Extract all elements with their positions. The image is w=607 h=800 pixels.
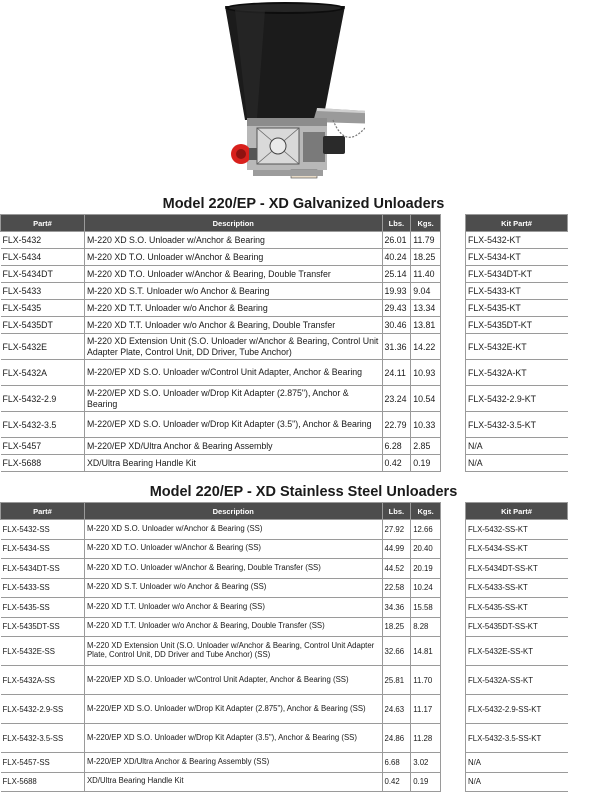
kit-part-cell: FLX-5432-3.5-SS-KT (466, 724, 568, 753)
lbs-cell: 31.36 (382, 334, 411, 360)
kit-row (466, 724, 568, 753)
kgs-cell: 10.33 (411, 412, 441, 438)
kgs-cell: 18.25 (411, 249, 441, 266)
part-cell: FLX-5688 (1, 455, 85, 472)
description-header: Description (84, 215, 382, 232)
galvanized-kit-header-row (466, 215, 568, 232)
kit-part-cell: FLX-5434-KT (466, 249, 568, 266)
kit-part-cell: N/A (466, 772, 568, 792)
kgs-cell: 15.58 (411, 598, 441, 618)
description-cell: M-220 XD T.T. Unloader w/o Anchor & Bearing (SS) (84, 598, 382, 618)
kit-row (466, 617, 568, 637)
description-cell: XD/Ultra Bearing Handle Kit (84, 455, 382, 472)
lbs-cell: 27.92 (382, 520, 411, 540)
table-row (1, 317, 441, 334)
kgs-cell: 10.93 (411, 360, 441, 386)
table-row (1, 438, 441, 455)
table-row (1, 637, 441, 666)
kit-part-cell: FLX-5433-SS-KT (466, 578, 568, 598)
kit-part-cell: FLX-5432E-KT (466, 334, 568, 360)
description-cell: M-220/EP XD/Ultra Anchor & Bearing Assembly (SS) (84, 753, 382, 773)
description-cell: M-220 XD S.T. Unloader w/o Anchor & Bearing (SS) (84, 578, 382, 598)
kit-row (466, 412, 568, 438)
lbs-cell: 25.81 (382, 666, 411, 695)
kit-row (466, 386, 568, 412)
part-cell: FLX-5432-SS (1, 520, 85, 540)
description-cell: M-220 XD T.O. Unloader w/Anchor & Bearing, Double Transfer (84, 266, 382, 283)
kgs-cell: 11.40 (411, 266, 441, 283)
description-cell: M-220 XD S.T. Unloader w/o Anchor & Bearing (84, 283, 382, 300)
kit-part-header: Kit Part# (466, 215, 568, 232)
table-row (1, 753, 441, 773)
part-cell: FLX-5432A-SS (1, 666, 85, 695)
kgs-cell: 2.85 (411, 438, 441, 455)
stainless-kit-header-row (466, 503, 568, 520)
kit-row (466, 249, 568, 266)
part-cell: FLX-5457-SS (1, 753, 85, 773)
description-cell: M-220 XD T.O. Unloader w/Anchor & Bearing (SS) (84, 539, 382, 559)
kit-row (466, 520, 568, 540)
lbs-cell: 30.46 (382, 317, 411, 334)
galvanized-kit-table (465, 214, 568, 472)
description-cell: M-220/EP XD S.O. Unloader w/Control Unit Adapter, Anchor & Bearing (84, 360, 382, 386)
description-cell: M-220/EP XD S.O. Unloader w/Drop Kit Adapter (2.875"), Anchor & Bearing (84, 386, 382, 412)
kgs-cell: 12.66 (411, 520, 441, 540)
part-cell: FLX-5434 (1, 249, 85, 266)
table-row (1, 772, 441, 792)
kgs-cell: 0.19 (411, 455, 441, 472)
table-row (1, 334, 441, 360)
part-cell: FLX-5688 (1, 772, 85, 792)
part-cell: FLX-5432-3.5 (1, 412, 85, 438)
description-cell: M-220 XD Extension Unit (S.O. Unloader w/Anchor & Bearing, Control Unit Adapter Plate, Control Unit, DD Driver and Tube Anchor) (SS) (84, 637, 382, 666)
lbs-cell: 22.79 (382, 412, 411, 438)
kit-part-cell: FLX-5434DT-KT (466, 266, 568, 283)
kit-part-cell: FLX-5432-2.9-SS-KT (466, 695, 568, 724)
part-header: Part# (1, 215, 85, 232)
kgs-cell: 11.79 (411, 232, 441, 249)
lbs-cell: 29.43 (382, 300, 411, 317)
kit-part-cell: FLX-5435-SS-KT (466, 598, 568, 618)
lbs-cell: 44.99 (382, 539, 411, 559)
description-cell: M-220 XD Extension Unit (S.O. Unloader w/Anchor & Bearing, Control Unit Adapter Plate, Control Unit, DD Driver, Tube Anchor) (84, 334, 382, 360)
stainless-section-title: Model 220/EP - XD Stainless Steel Unloaders (149, 484, 458, 500)
part-cell: FLX-5432E-SS (1, 637, 85, 666)
kit-row (466, 317, 568, 334)
kgs-cell: 13.34 (411, 300, 441, 317)
table-row (1, 232, 441, 249)
kit-part-cell: FLX-5433-KT (466, 283, 568, 300)
kit-part-cell: FLX-5432A-SS-KT (466, 666, 568, 695)
kit-row (466, 300, 568, 317)
part-cell: FLX-5434-SS (1, 539, 85, 559)
kit-row (466, 637, 568, 666)
kgs-cell: 14.81 (411, 637, 441, 666)
kit-part-cell: N/A (466, 438, 568, 455)
kit-row (466, 334, 568, 360)
lbs-cell: 25.14 (382, 266, 411, 283)
kgs-cell: 20.19 (411, 559, 441, 579)
kgs-cell: 3.02 (411, 753, 441, 773)
kit-part-cell: N/A (466, 753, 568, 773)
part-cell: FLX-5432-2.9 (1, 386, 85, 412)
table-row (1, 283, 441, 300)
kit-row (466, 360, 568, 386)
table-row (1, 300, 441, 317)
part-cell: FLX-5457 (1, 438, 85, 455)
kgs-cell: 0.19 (411, 772, 441, 792)
description-cell: M-220/EP XD S.O. Unloader w/Drop Kit Adapter (3.5"), Anchor & Bearing (SS) (84, 724, 382, 753)
part-cell: FLX-5433 (1, 283, 85, 300)
lbs-cell: 34.36 (382, 598, 411, 618)
galvanized-section-title: Model 220/EP - XD Galvanized Unloaders (162, 196, 445, 212)
kit-part-cell: FLX-5432A-KT (466, 360, 568, 386)
table-row (1, 724, 441, 753)
lbs-header: Lbs. (382, 503, 411, 520)
table-row (1, 249, 441, 266)
table-row (1, 617, 441, 637)
part-cell: FLX-5434DT-SS (1, 559, 85, 579)
description-cell: M-220 XD T.O. Unloader w/Anchor & Bearing (84, 249, 382, 266)
description-cell: M-220 XD T.O. Unloader w/Anchor & Bearing, Double Transfer (SS) (84, 559, 382, 579)
kit-row (466, 455, 568, 472)
table-row (1, 412, 441, 438)
lbs-cell: 24.86 (382, 724, 411, 753)
table-row (1, 695, 441, 724)
part-cell: FLX-5432 (1, 232, 85, 249)
kit-row (466, 266, 568, 283)
table-row (1, 539, 441, 559)
kit-row (466, 539, 568, 559)
stainless-table (0, 502, 441, 792)
part-cell: FLX-5435-SS (1, 598, 85, 618)
description-cell: M-220 XD T.T. Unloader w/o Anchor & Bearing, Double Transfer (SS) (84, 617, 382, 637)
part-cell: FLX-5432-3.5-SS (1, 724, 85, 753)
description-cell: M-220/EP XD/Ultra Anchor & Bearing Assembly (84, 438, 382, 455)
kit-part-cell: FLX-5432-2.9-KT (466, 386, 568, 412)
lbs-cell: 22.58 (382, 578, 411, 598)
kgs-cell: 10.24 (411, 578, 441, 598)
kgs-cell: 20.40 (411, 539, 441, 559)
part-cell: FLX-5432-2.9-SS (1, 695, 85, 724)
part-cell: FLX-5435 (1, 300, 85, 317)
kgs-cell: 11.17 (411, 695, 441, 724)
description-cell: M-220 XD T.T. Unloader w/o Anchor & Bearing, Double Transfer (84, 317, 382, 334)
kit-part-header: Kit Part# (466, 503, 568, 520)
lbs-cell: 24.11 (382, 360, 411, 386)
description-header: Description (84, 503, 382, 520)
table-row (1, 559, 441, 579)
kit-row (466, 598, 568, 618)
kgs-cell: 11.28 (411, 724, 441, 753)
kit-part-cell: N/A (466, 455, 568, 472)
kit-part-cell: FLX-5434DT-SS-KT (466, 559, 568, 579)
kit-row (466, 283, 568, 300)
part-cell: FLX-5433-SS (1, 578, 85, 598)
kgs-cell: 11.70 (411, 666, 441, 695)
table-row (1, 266, 441, 283)
lbs-cell: 19.93 (382, 283, 411, 300)
kit-row (466, 232, 568, 249)
part-cell: FLX-5435DT (1, 317, 85, 334)
table-row (1, 386, 441, 412)
table-row (1, 666, 441, 695)
lbs-cell: 0.42 (382, 455, 411, 472)
description-cell: XD/Ultra Bearing Handle Kit (84, 772, 382, 792)
table-row (1, 578, 441, 598)
table-row (1, 360, 441, 386)
kit-part-cell: FLX-5432-KT (466, 232, 568, 249)
lbs-header: Lbs. (382, 215, 411, 232)
kit-row (466, 695, 568, 724)
kgs-header: Kgs. (411, 503, 441, 520)
stainless-kit-table (465, 502, 568, 792)
galvanized-header-row (1, 215, 441, 232)
lbs-cell: 32.66 (382, 637, 411, 666)
kit-row (466, 666, 568, 695)
kit-part-cell: FLX-5432-SS-KT (466, 520, 568, 540)
kgs-cell: 10.54 (411, 386, 441, 412)
lbs-cell: 24.63 (382, 695, 411, 724)
part-cell: FLX-5434DT (1, 266, 85, 283)
stainless-header-row (1, 503, 441, 520)
kgs-cell: 9.04 (411, 283, 441, 300)
lbs-cell: 44.52 (382, 559, 411, 579)
galvanized-table (0, 214, 441, 472)
kit-part-cell: FLX-5435DT-KT (466, 317, 568, 334)
kit-part-cell: FLX-5435-KT (466, 300, 568, 317)
description-cell: M-220 XD S.O. Unloader w/Anchor & Bearing (SS) (84, 520, 382, 540)
description-cell: M-220/EP XD S.O. Unloader w/Drop Kit Adapter (3.5"), Anchor & Bearing (84, 412, 382, 438)
kit-row (466, 438, 568, 455)
kit-row (466, 559, 568, 579)
description-cell: M-220/EP XD S.O. Unloader w/Drop Kit Adapter (2.875"), Anchor & Bearing (SS) (84, 695, 382, 724)
kgs-cell: 13.81 (411, 317, 441, 334)
lbs-cell: 6.28 (382, 438, 411, 455)
lbs-cell: 26.01 (382, 232, 411, 249)
kgs-cell: 14.22 (411, 334, 441, 360)
lbs-cell: 40.24 (382, 249, 411, 266)
kit-part-cell: FLX-5432-3.5-KT (466, 412, 568, 438)
kit-row (466, 578, 568, 598)
description-cell: M-220 XD T.T. Unloader w/o Anchor & Bearing (84, 300, 382, 317)
kit-row (466, 753, 568, 773)
kit-part-cell: FLX-5432E-SS-KT (466, 637, 568, 666)
table-row (1, 520, 441, 540)
part-cell: FLX-5432E (1, 334, 85, 360)
lbs-cell: 18.25 (382, 617, 411, 637)
lbs-cell: 0.42 (382, 772, 411, 792)
description-cell: M-220/EP XD S.O. Unloader w/Control Unit Adapter, Anchor & Bearing (SS) (84, 666, 382, 695)
kit-row (466, 772, 568, 792)
description-cell: M-220 XD S.O. Unloader w/Anchor & Bearing (84, 232, 382, 249)
kgs-header: Kgs. (411, 215, 441, 232)
part-cell: FLX-5435DT-SS (1, 617, 85, 637)
lbs-cell: 6.68 (382, 753, 411, 773)
part-cell: FLX-5432A (1, 360, 85, 386)
part-header: Part# (1, 503, 85, 520)
table-row (1, 598, 441, 618)
lbs-cell: 23.24 (382, 386, 411, 412)
kgs-cell: 8.28 (411, 617, 441, 637)
table-row (1, 455, 441, 472)
product-image (205, 0, 365, 190)
kit-part-cell: FLX-5434-SS-KT (466, 539, 568, 559)
kit-part-cell: FLX-5435DT-SS-KT (466, 617, 568, 637)
